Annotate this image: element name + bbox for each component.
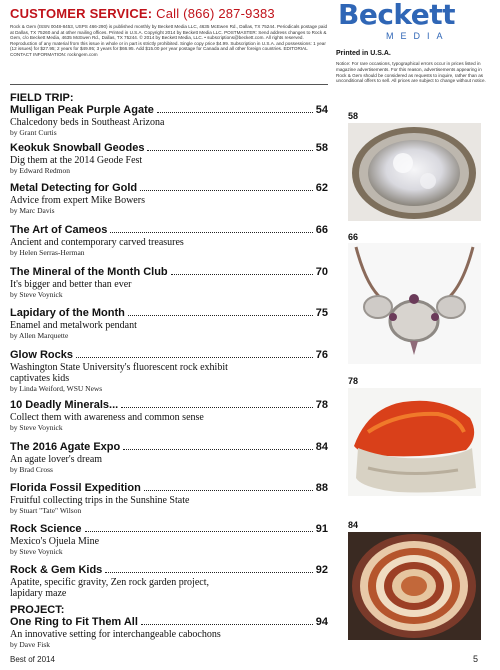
leader-dots <box>171 274 313 275</box>
entry-kicker: FIELD TRIP: <box>10 92 74 104</box>
customer-service-line <box>10 6 275 21</box>
entry-title: The Art of Cameos <box>10 224 108 236</box>
entry-byline: by Steve Voynick <box>10 422 63 432</box>
issue-footer: Best of 2014 <box>10 655 55 664</box>
entry-description: It's bigger and better than ever <box>10 278 132 290</box>
entry-page: 70 <box>315 266 328 278</box>
leader-dots <box>85 531 313 532</box>
entry-byline: by Stuart "Tate" Wilson <box>10 505 82 515</box>
banded-agate-photo <box>348 532 481 640</box>
entry-byline: by Grant Curtis <box>10 127 57 137</box>
entry-page: 54 <box>315 104 328 116</box>
customer-service-phone: Call (866) 287-9383 <box>156 6 275 21</box>
customer-service-label: CUSTOMER SERVICE: <box>10 6 153 21</box>
leader-dots <box>157 112 313 113</box>
entry-description: Chalcedony beds in Southeast Arizona <box>10 116 165 128</box>
toc-entry[interactable] <box>10 142 328 176</box>
entry-title: 10 Deadly Minerals... <box>10 399 119 411</box>
entry-description: Collect them with awareness and common sense <box>10 411 204 423</box>
toc-entry[interactable] <box>10 399 328 433</box>
entry-page: 88 <box>315 482 328 494</box>
entry-description: Dig them at the 2014 Geode Fest <box>10 154 143 166</box>
entry-title: Metal Detecting for Gold <box>10 182 138 194</box>
toc-entry[interactable] <box>10 482 328 516</box>
entry-kicker: PROJECT: <box>10 604 65 616</box>
entry-page: 66 <box>315 224 328 236</box>
entry-description: Apatite, specific gravity, Zen rock garden project, <box>10 576 209 588</box>
entry-description: Mexico's Ojuela Mine <box>10 535 100 547</box>
entry-byline: by Linda Weiford, WSU News <box>10 383 103 393</box>
entry-byline: by Brad Cross <box>10 464 53 474</box>
entry-page: 62 <box>315 182 328 194</box>
toc-entry[interactable] <box>10 307 328 341</box>
entry-description: An innovative setting for interchangeable cabochons <box>10 628 221 640</box>
entry-byline: by Allen Marquette <box>10 330 69 340</box>
toc-entry[interactable] <box>10 266 328 300</box>
entry-description: Washington State University's fluorescent rock exhibit <box>10 361 228 373</box>
entry-byline: by Dave Fisk <box>10 639 50 649</box>
toc-entry[interactable] <box>10 182 328 216</box>
entry-page: 76 <box>315 349 328 361</box>
leader-dots <box>76 357 313 358</box>
entry-page: 84 <box>315 441 328 453</box>
logo-media: MEDIA <box>386 31 450 41</box>
entry-title: Keokuk Snowball Geodes <box>10 142 145 154</box>
entry-byline: by Steve Voynick <box>10 546 63 556</box>
entry-byline: by Steve Voynick <box>10 289 63 299</box>
entry-page: 58 <box>315 142 328 154</box>
toc-entry[interactable] <box>10 92 328 138</box>
entry-description: Ancient and contemporary carved treasures <box>10 236 184 248</box>
entry-title: Florida Fossil Expedition <box>10 482 141 494</box>
entry-description: Fruitful collecting trips in the Sunshine State <box>10 494 190 506</box>
entry-description-cont: captivates kids <box>10 372 70 384</box>
leader-dots <box>141 624 313 625</box>
entry-description: An agate lover's dream <box>10 453 103 465</box>
photo-label-58: 58 <box>348 111 359 121</box>
entry-title: The 2016 Agate Expo <box>10 441 121 453</box>
photo-label-84: 84 <box>348 520 359 530</box>
entry-page: 94 <box>315 616 328 628</box>
publication-fine-print: Rock & Gem (ISSN 0048-8453, USPS 466-290) is published monthly by Beckett Media LLC, 4635 McEwen Rd., Dallas, TX 75244. Periodicals postage paid at Dallas, TX 75260 and at other mailing offices. Printed in U.S.A. Copyright 2014 by Beckett Media LLC. POSTMASTER: Send address changes to Rock & Gem, c/o Beckett Media, 4635 McEwen Rd., Dallas, TX 75244. © 2014 by Beckett Media, LLC. • subscriptions@beckett.com. All rights reserved. Reproduction of any material from this issue in whole or in part is strictly prohibited. Single copy price $4.99. Subscription in U.S.A. and possessions: 1 year (12 issues) for $27.95; 2 years for $49.95; 3 years for $66.95. Add $15.00 per year postage for Canada and all other foreign countries. EDITORIAL CONTACT INFORMATION: rockngem.com <box>10 24 328 57</box>
toc-entry[interactable] <box>10 604 328 650</box>
leader-dots <box>147 150 312 151</box>
entry-title: Glow Rocks <box>10 349 73 361</box>
entry-title: One Ring to Fit Them All <box>10 616 138 628</box>
geode-photo <box>348 123 481 221</box>
photo-label-78: 78 <box>348 376 359 386</box>
toc-entry[interactable] <box>10 523 328 557</box>
orange-crystal-photo <box>348 388 481 496</box>
entry-title: The Mineral of the Month Club <box>10 266 168 278</box>
leader-dots <box>105 572 312 573</box>
toc-entry[interactable] <box>10 349 328 394</box>
toc-entry[interactable] <box>10 564 328 599</box>
entry-byline: by Edward Redmon <box>10 165 70 175</box>
entry-title: Lapidary of the Month <box>10 307 125 319</box>
printed-in-label: Printed in U.S.A. <box>336 50 391 57</box>
entry-description: Advice from expert Mike Bowers <box>10 194 145 206</box>
leader-dots <box>123 449 313 450</box>
entry-page: 91 <box>315 523 328 535</box>
cameo-necklace-photo <box>348 243 481 364</box>
leader-dots <box>144 490 313 491</box>
leader-dots <box>140 190 313 191</box>
entry-title: Rock & Gem Kids <box>10 564 103 576</box>
entry-page: 78 <box>315 399 328 411</box>
toc-entry[interactable] <box>10 441 328 475</box>
entry-page: 92 <box>315 564 328 576</box>
entry-description: Enamel and metalwork pendant <box>10 319 137 331</box>
top-divider <box>10 84 328 85</box>
entry-title: Rock Science <box>10 523 82 535</box>
toc-entry[interactable] <box>10 224 328 258</box>
entry-title: Mulligan Peak Purple Agate <box>10 104 154 116</box>
leader-dots <box>128 315 313 316</box>
leader-dots <box>110 232 312 233</box>
photo-label-66: 66 <box>348 232 359 242</box>
price-notice: Notice: For rare occasions, typographical errors occur in prices listed in magazine advertisements. For this reason, advertisements appearing in Rock & Gem should be considered as requests to inquire, rather than as unconditional offers to sell. All prices are subject to change without notice. <box>336 61 486 84</box>
beckett-media-logo <box>338 0 478 41</box>
entry-byline: by Helen Serras-Herman <box>10 247 85 257</box>
entry-description-cont: lapidary maze <box>10 587 67 599</box>
leader-dots <box>121 407 313 408</box>
page-number: 5 <box>473 654 479 664</box>
logo-word: Beckett <box>338 0 456 31</box>
entry-byline: by Marc Davis <box>10 205 55 215</box>
entry-page: 75 <box>315 307 328 319</box>
